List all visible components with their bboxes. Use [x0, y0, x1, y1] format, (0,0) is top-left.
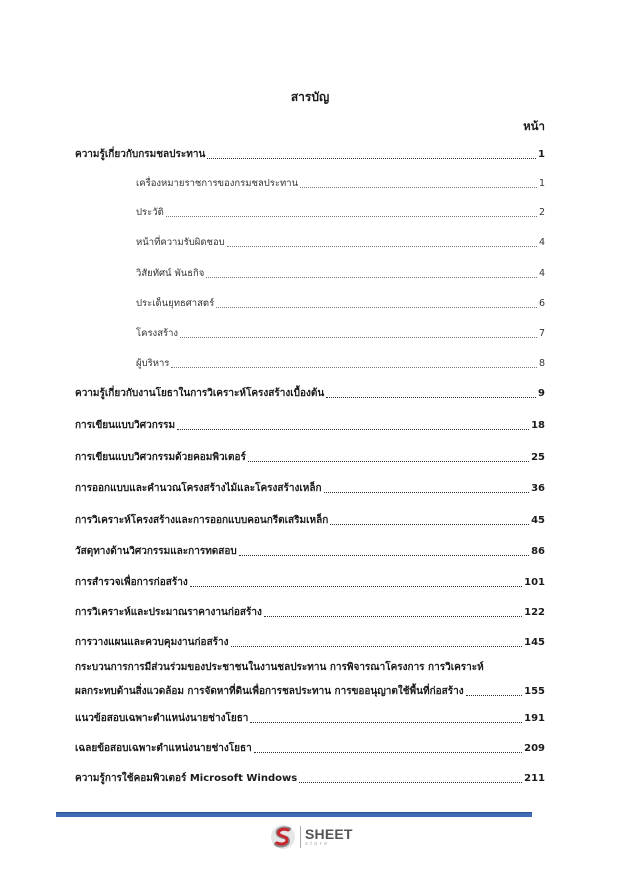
dot-leader [190, 586, 522, 587]
toc-entry[interactable] [75, 636, 545, 650]
sheet-store-logo [270, 823, 353, 851]
toc-subentry[interactable] [136, 206, 545, 220]
toc-entry-label: การวิเคราะห์โครงสร้างและการออกแบบคอนกรีตเสริมเหล็ก [75, 515, 329, 526]
toc-subentry[interactable] [136, 177, 545, 191]
toc-entry-page: 145 [524, 637, 545, 648]
logo-divider [300, 826, 301, 848]
toc-entry-label: เฉลยข้อสอบเฉพาะตำแหน่งนายช่างโยธา [75, 743, 252, 754]
toc-entry-page: 4 [538, 268, 545, 279]
page-column-label: หน้า [523, 119, 545, 133]
dot-leader [206, 277, 537, 278]
dot-leader [466, 695, 523, 696]
dot-leader [166, 216, 537, 217]
dot-leader [227, 246, 537, 247]
toc-entry-page: 8 [538, 358, 545, 369]
toc-entry-page: 9 [538, 388, 545, 399]
toc-entry[interactable] [75, 148, 545, 162]
toc-entry-label: หน้าที่ความรับผิดชอบ [136, 237, 225, 248]
toc-entry-page: 1 [538, 178, 545, 189]
dot-leader [231, 646, 523, 647]
toc-entry-page: 2 [538, 207, 545, 218]
toc-entry-label: การวิเคราะห์และประมาณราคางานก่อสร้าง [75, 607, 262, 618]
toc-entry-label: วิสัยทัศน์ พันธกิจ [136, 268, 205, 279]
toc-entry-label-line2: ผลกระทบด้านสิ่งแวดล้อม การจัดหาที่ดินเพื่อการชลประทาน การขออนุญาตใช้พื้นที่ก่อสร้าง [75, 686, 464, 697]
toc-entry-label: ประวัติ [136, 207, 164, 218]
dot-leader [180, 337, 537, 338]
toc-entry[interactable] [75, 451, 545, 465]
toc-entry[interactable] [75, 606, 545, 620]
toc-entry-label: แนวข้อสอบเฉพาะตำแหน่งนายช่างโยธา [75, 713, 249, 724]
toc-subentry[interactable] [136, 357, 545, 371]
toc-entry-page: 101 [524, 577, 545, 588]
toc-entry-label: ความรู้การใช้คอมพิวเตอร์ Microsoft Windows [75, 773, 298, 784]
footer-rule [56, 812, 532, 817]
toc-entry[interactable] [75, 419, 545, 433]
toc-entry-label: วัสดุทางด้านวิศวกรรมและการทดสอบ [75, 546, 237, 557]
toc-subentry[interactable] [136, 327, 545, 341]
toc-entry-label: การเขียนแบบวิศวกรรม [75, 420, 176, 431]
toc-title: สารบัญ [290, 90, 330, 104]
toc-entry-page: 45 [531, 515, 545, 526]
toc-entry[interactable] [75, 482, 545, 496]
toc-entry-page: 1 [538, 149, 545, 160]
dot-leader [171, 367, 537, 368]
toc-entry-multiline[interactable] [75, 656, 545, 699]
dot-leader [330, 524, 529, 525]
toc-entry-page: 211 [524, 773, 545, 784]
toc-entry-page: 86 [531, 546, 545, 557]
toc-entry-label: ความรู้เกี่ยวกับกรมชลประทาน [75, 149, 206, 160]
toc-entry-label: การสำรวจเพื่อการก่อสร้าง [75, 577, 188, 588]
toc-entry-label: เครื่องหมายราชการของกรมชลประทาน [136, 178, 299, 189]
toc-subentry[interactable] [136, 297, 545, 311]
dot-leader [248, 461, 529, 462]
dot-leader [239, 555, 529, 556]
logo-brand-text: SHEET [305, 825, 353, 842]
toc-entry-page: 25 [531, 452, 545, 463]
toc-entry-page: 6 [538, 298, 545, 309]
dot-leader [250, 722, 522, 723]
toc-entry-label: การออกแบบและคำนวณโครงสร้างไม้และโครงสร้างเหล็ก [75, 483, 322, 494]
dot-leader [264, 616, 522, 617]
toc-entry-label: ประเด็นยุทธศาสตร์ [136, 298, 215, 309]
toc-entry-label: การเขียนแบบวิศวกรรมด้วยคอมพิวเตอร์ [75, 452, 246, 463]
sheet-store-logo-icon [270, 824, 296, 850]
dot-leader [207, 158, 536, 159]
dot-leader [299, 782, 522, 783]
toc-entry[interactable] [75, 772, 545, 786]
toc-entry[interactable] [75, 742, 545, 756]
toc-entry-page: 191 [524, 713, 545, 724]
toc-entry-page: 122 [524, 607, 545, 618]
toc-entry[interactable] [75, 576, 545, 590]
toc-entry[interactable] [75, 712, 545, 726]
logo-sub-text: store [305, 840, 330, 847]
toc-entry[interactable] [75, 545, 545, 559]
toc-entry-page: 209 [524, 743, 545, 754]
toc-entry-label: การวางแผนและควบคุมงานก่อสร้าง [75, 637, 229, 648]
dot-leader [324, 492, 530, 493]
dot-leader [177, 429, 529, 430]
toc-entry-page: 18 [531, 420, 545, 431]
dot-leader [300, 187, 537, 188]
toc-entry-label: ความรู้เกี่ยวกับงานโยธาในการวิเคราะห์โครงสร้างเบื้องต้น [75, 388, 325, 399]
toc-entry[interactable] [75, 514, 545, 528]
toc-entry-page: 4 [538, 237, 545, 248]
dot-leader [326, 397, 536, 398]
toc-entry-page: 7 [538, 328, 545, 339]
dot-leader [254, 752, 522, 753]
toc-entry[interactable] [75, 387, 545, 401]
toc-entry-label: ผู้บริหาร [136, 358, 170, 369]
toc-subentry[interactable] [136, 267, 545, 281]
toc-entry-label: โครงสร้าง [136, 328, 179, 339]
dot-leader [216, 307, 537, 308]
toc-entry-label-line1: กระบวนการการมีส่วนร่วมของประชาชนในงานชลประทาน การพิจารณาโครงการ การวิเคราะห์ [75, 662, 484, 673]
toc-subentry[interactable] [136, 236, 545, 250]
toc-entry-page: 36 [531, 483, 545, 494]
toc-entry-page: 155 [524, 686, 545, 697]
